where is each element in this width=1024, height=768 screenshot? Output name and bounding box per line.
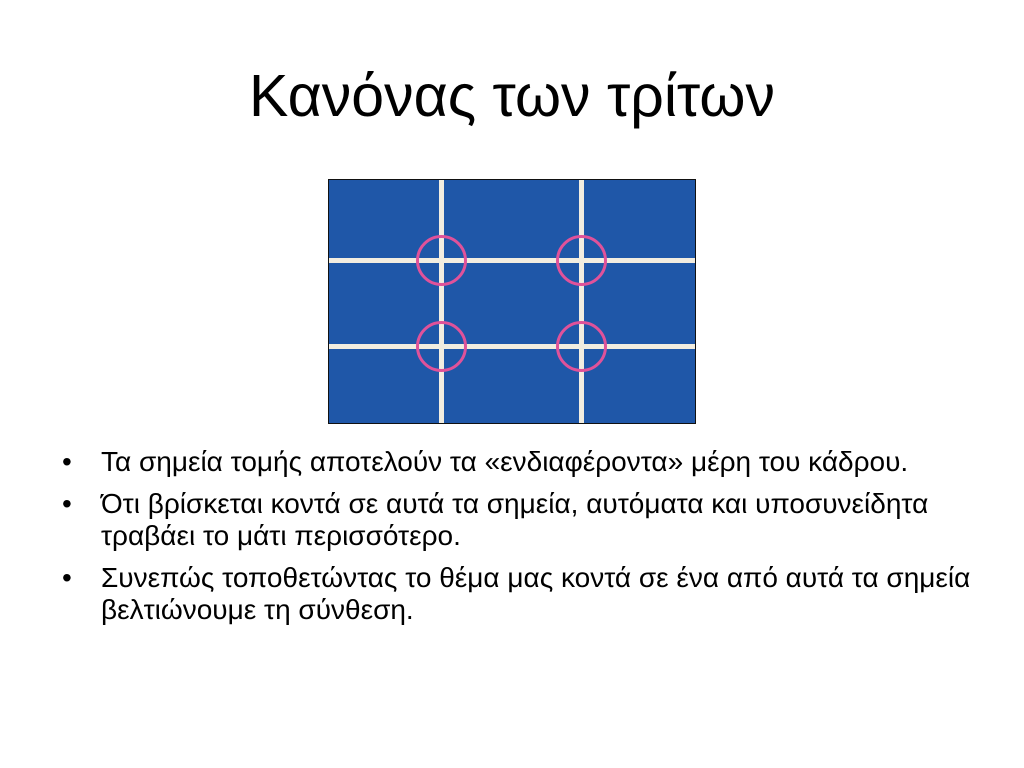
bullet-item-1: [62, 446, 982, 478]
bullet-item-2: [62, 488, 982, 552]
bullet-dot: •: [62, 446, 72, 477]
grid-line-horizontal-bottom: [329, 344, 695, 349]
bullet-dot: •: [62, 488, 72, 519]
bullet-dot: •: [62, 562, 72, 593]
figure-background: [329, 180, 695, 423]
bullet-text-2: Ότι βρίσκεται κοντά σε αυτά τα σημεία, αυτόματα και υποσυνείδητα τραβάει το μάτι περισσότερο.: [101, 488, 929, 551]
bullet-list: [62, 446, 982, 636]
bullet-text-3: Συνεπώς τοποθετώντας το θέμα μας κοντά σε ένα από αυτά τα σημεία βελτιώνουμε τη σύνθεση.: [101, 562, 971, 625]
grid-line-horizontal-top: [329, 258, 695, 263]
bullet-item-3: [62, 562, 982, 626]
grid-line-vertical-right: [579, 180, 584, 423]
bullet-text-1: Τα σημεία τομής αποτελούν τα «ενδιαφέροντα» μέρη του κάδρου.: [101, 446, 909, 477]
rule-of-thirds-grid-image: [329, 180, 695, 423]
slide-title: Κανόνας των τρίτων: [249, 63, 775, 129]
rule-of-thirds-figure: [328, 179, 696, 424]
grid-line-vertical-left: [439, 180, 444, 423]
